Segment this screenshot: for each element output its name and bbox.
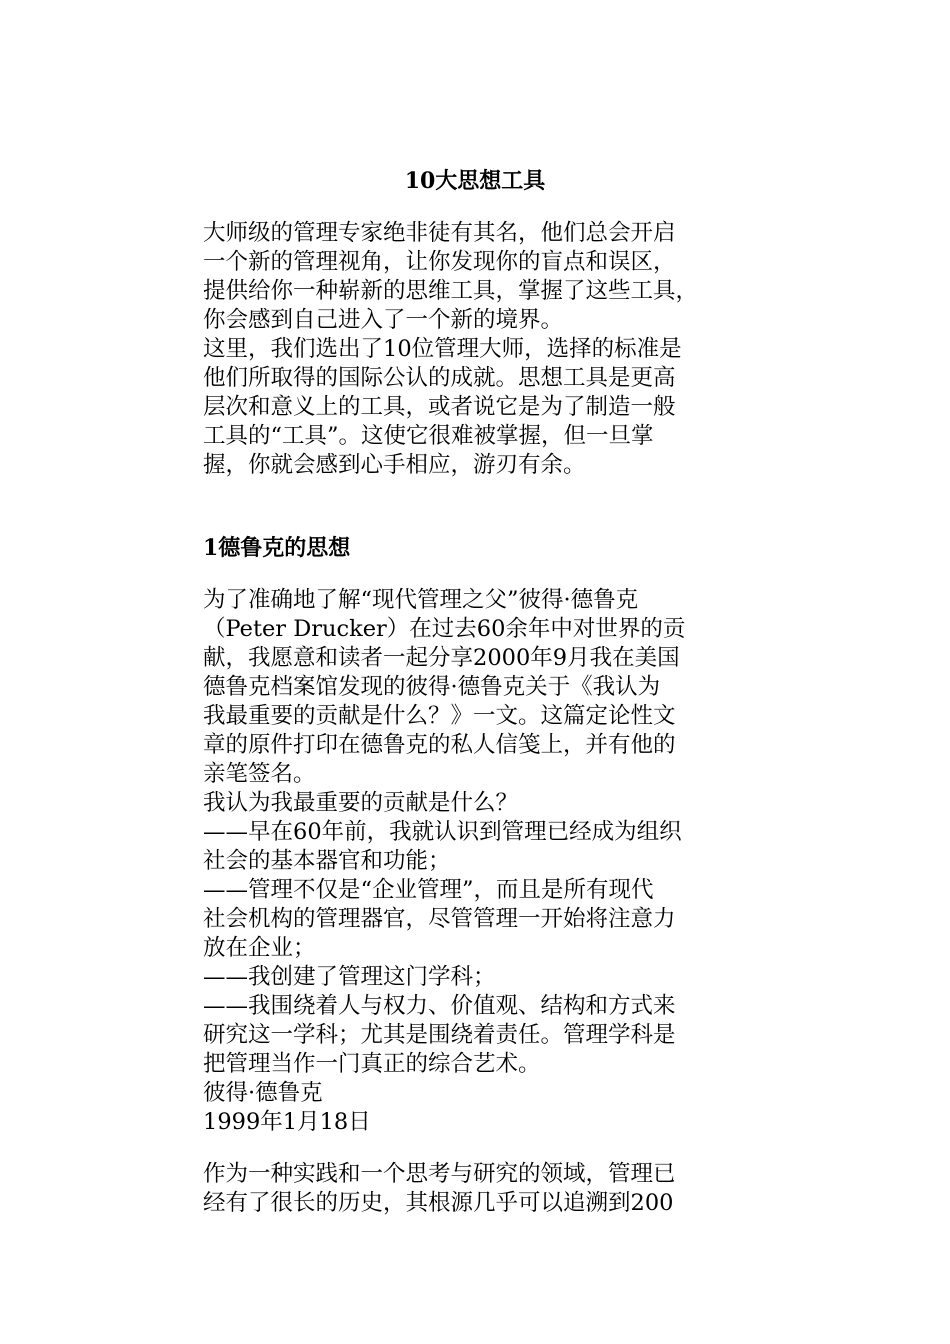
intro-line: 这里，我们选出了10位管理大师，选择的标准是 [203,336,682,362]
intro-line: 你会感到自己进入了一个新的境界。 [203,307,564,333]
section-line: 我认为我最重要的贡献是什么？ [203,790,519,816]
section-line: 章的原件打印在德鲁克的私人信笺上，并有他的 [203,732,676,758]
intro-line: 工具的“工具”。这使它很难被掌握，但一旦掌 [203,423,654,449]
section-line: ——我创建了管理这门学科； [203,964,496,990]
section-line: ——管理不仅是“企业管理”，而且是所有现代 [203,877,654,903]
signature-date: 1999年1月18日 [203,1109,371,1135]
intro-line: 大师级的管理专家绝非徒有其名，他们总会开启 [203,220,676,246]
section-line: 研究这一学科；尤其是围绕着责任。管理学科是 [203,1022,676,1048]
section-line: ——早在60年前，我就认识到管理已经成为组织 [203,819,682,845]
section-line: 为了准确地了解“现代管理之父”彼得·德鲁克 [203,587,639,613]
section-line: 社会的基本器官和功能； [203,848,451,874]
section-line: 我最重要的贡献是什么？》一文。这篇定论性文 [203,703,676,729]
intro-line: 握，你就会感到心手相应，游刃有余。 [203,452,586,478]
section-line: 把管理当作一门真正的综合艺术。 [203,1051,541,1077]
section-line: 放在企业； [203,935,316,961]
section-line: （Peter Drucker）在过去60余年中对世界的贡 [203,616,686,642]
section-line: 亲笔签名。 [203,761,316,787]
section-body [203,586,753,1137]
section-line: 德鲁克档案馆发现的彼得·德鲁克关于《我认为 [203,674,661,700]
continuation-line: 经有了很长的历史，其根源几乎可以追溯到200 [203,1190,674,1216]
section-line: 社会机构的管理器官，尽管管理一开始将注意力 [203,906,676,932]
intro-line: 提供给你一种崭新的思维工具，掌握了这些工具， [203,278,699,304]
section-line: 献，我愿意和读者一起分享2000年9月我在美国 [203,645,680,671]
section-line: ——我围绕着人与权力、价值观、结构和方式来 [203,993,676,1019]
intro-line: 他们所取得的国际公认的成就。思想工具是更高 [203,365,676,391]
continuation-paragraph [203,1160,753,1218]
section-heading: 1德鲁克的思想 [203,535,351,561]
continuation-line: 作为一种实践和一个思考与研究的领域，管理已 [203,1161,676,1187]
intro-line: 层次和意义上的工具，或者说它是为了制造一般 [203,394,676,420]
intro-line: 一个新的管理视角，让你发现你的盲点和误区， [203,249,676,275]
signature-name: 彼得·德鲁克 [203,1080,323,1106]
document-title: 10大思想工具 [404,168,546,194]
intro-paragraph [203,219,753,480]
